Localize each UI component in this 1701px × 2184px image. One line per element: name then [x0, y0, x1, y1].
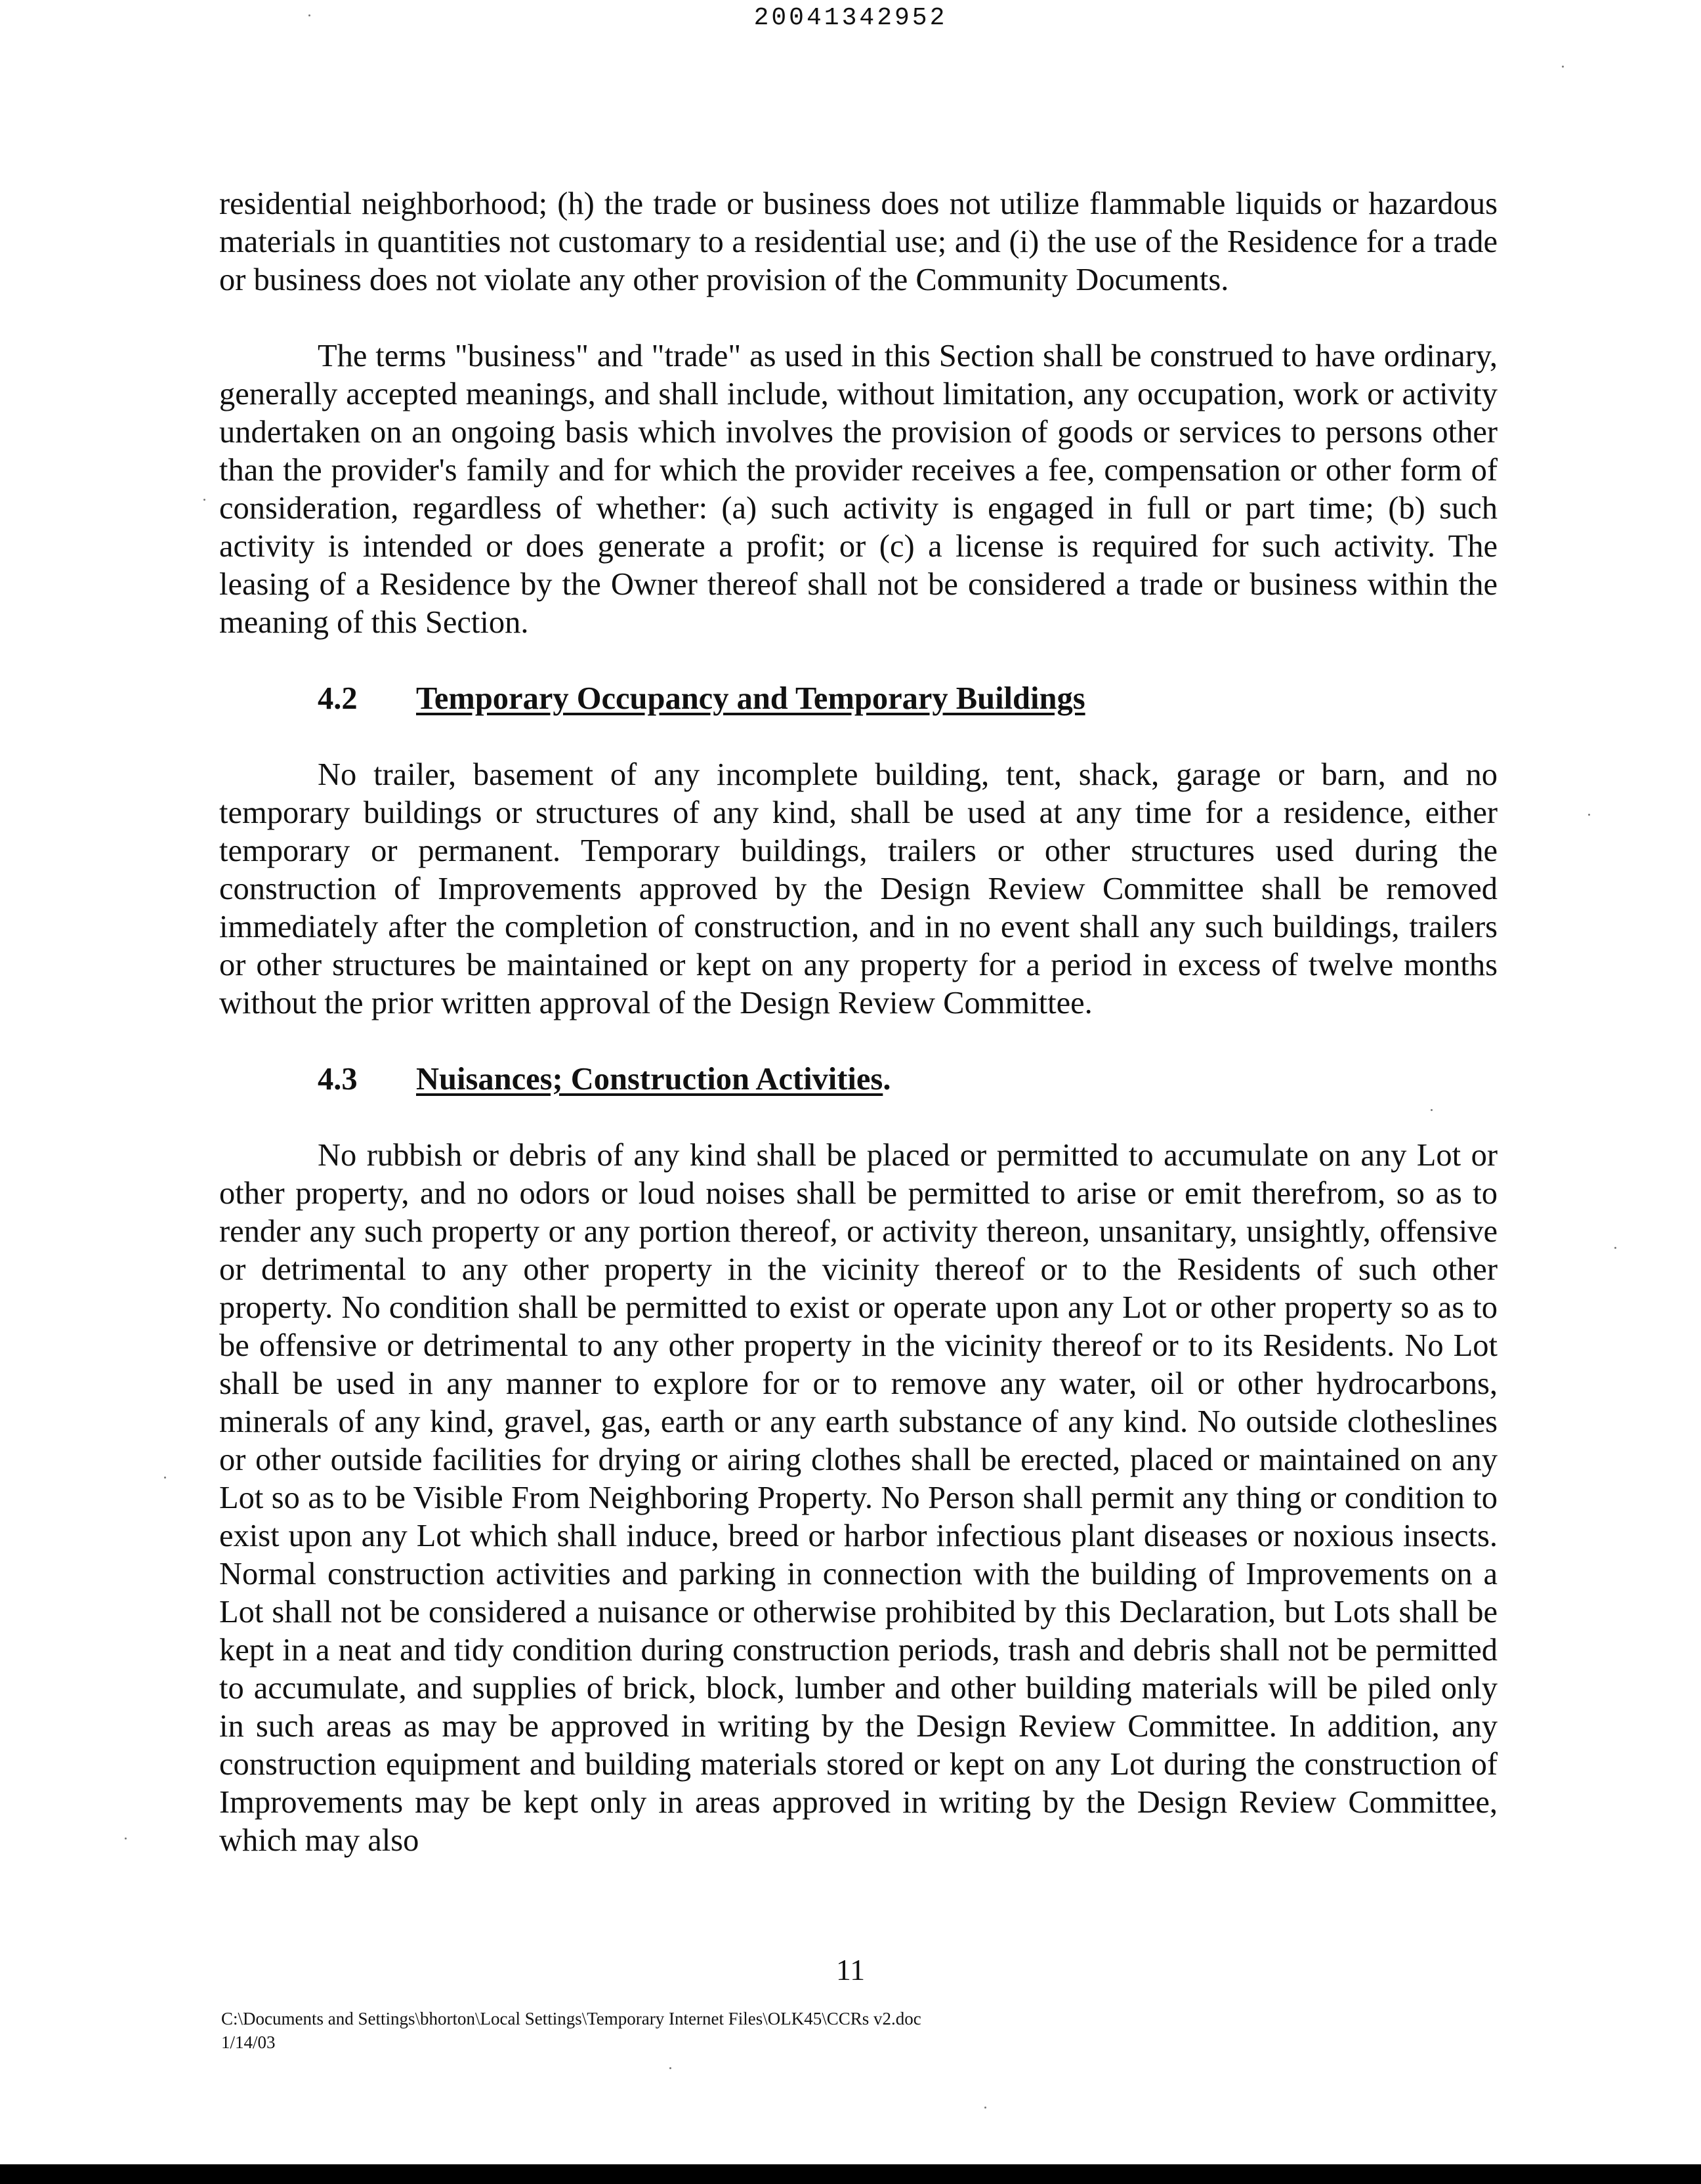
section-4-3-title-period: . — [883, 1062, 891, 1097]
scan-speck — [1614, 1247, 1616, 1249]
document-body — [219, 185, 1498, 1860]
footer-file-path: C:\Documents and Settings\bhorton\Local Settings\Temporary Internet Files\OLK45\CCRs v2.doc — [221, 2009, 921, 2028]
page-number: 11 — [835, 1953, 866, 1986]
footer-date: 1/14/03 — [221, 2032, 276, 2052]
section-4-3-title: Nuisances; Construction Activities — [416, 1062, 883, 1097]
paragraph-business-definition: The terms "business" and "trade" as used in this Section shall be construed to have ordinary, generally accepted meanings, and shall include, without limitation, any occupation, work or activity undertaken on an ongoing basis which involves the provision of goods or services to persons other than the provider's family and for which the provider receives a fee, compensation or other form of consideration, regardless of whether: (a) such activity is engaged in full or part time; (b) such activity is intended or does generate a profit; or (c) a license is required for such activity. The leasing of a Residence by the Owner thereof shall not be considered a trade or business within the meaning of this Section. — [219, 339, 1498, 640]
section-4-3-heading — [219, 1060, 1498, 1099]
section-4-2-number: 4.2 — [318, 681, 358, 716]
scan-speck — [164, 1477, 166, 1479]
section-4-2-text: No trailer, basement of any incomplete building, tent, shack, garage or barn, and no temporary buildings or structures of any kind, shall be used at any time for a residence, either temporary or permanent. Temporary buildings, trailers or other structures used during the construction of Improvements approved by the Design Review Committee shall be removed immediately after the completion of construction, and in no event shall any such buildings, trailers or other structures be maintained or kept on any property for a period in excess of twelve months without the prior written approval of the Design Review Committee. — [219, 757, 1498, 1020]
scan-speck — [1431, 1109, 1433, 1111]
scan-speck — [669, 2067, 671, 2069]
scan-speck — [125, 1838, 127, 1839]
section-4-2-title: Temporary Occupancy and Temporary Buildings — [416, 681, 1085, 716]
scan-speck — [203, 499, 205, 501]
section-4-2-heading — [219, 680, 1498, 718]
scan-speck — [1588, 814, 1590, 816]
scan-speck — [984, 2107, 986, 2109]
scan-speck — [308, 14, 310, 16]
document-number: 20041342952 — [753, 4, 948, 32]
scan-bottom-border — [0, 2164, 1701, 2184]
section-4-3-number: 4.3 — [318, 1062, 358, 1097]
paragraph-continuation: residential neighborhood; (h) the trade or business does not utilize flammable liquids or hazardous materials in quantities not customary to a residential use; and (i) the use of the Residence for a trade or business does not violate any other provision of the Community Documents. — [219, 186, 1498, 297]
scan-speck — [1562, 66, 1564, 68]
section-4-3-text: No rubbish or debris of any kind shall be placed or permitted to accumulate on any Lot or other property, and no odors or loud noises shall be permitted to arise or emit therefrom, so as to render any such property or any portion thereof, or activity thereon, unsanitary, unsightly, offensive or detrimental to any other property in the vicinity thereof or to the Residents of such other property. No condition shall be permitted to exist or operate upon any Lot or other property so as to be offensive or detrimental to any other property in the vicinity thereof or to its Residents. No Lot shall be used in any manner to explore for or to remove any water, oil or other hydrocarbons, minerals of any kind, gravel, gas, earth or any earth substance of any kind. No outside clotheslines or other outside facilities for drying or airing clothes shall be erected, placed or maintained on any Lot so as to be Visible From Neighboring Property. No Person shall permit any thing or condition to exist upon any Lot which shall induce, breed or harbor infectious plant diseases or noxious insects. Normal construction activities and parking in connection with the building of Improvements on a Lot shall not be considered a nuisance or otherwise prohibited by this Declaration, but Lots shall be kept in a neat and tidy condition during construction periods, trash and debris shall not be permitted to accumulate, and supplies of brick, block, lumber and other building materials will be piled only in such areas as may be approved in writing by the Design Review Committee. In addition, any construction equipment and building materials stored or kept on any Lot during the construction of Improvements may be kept only in areas approved in writing by the Design Review Committee, which may also — [219, 1138, 1498, 1858]
